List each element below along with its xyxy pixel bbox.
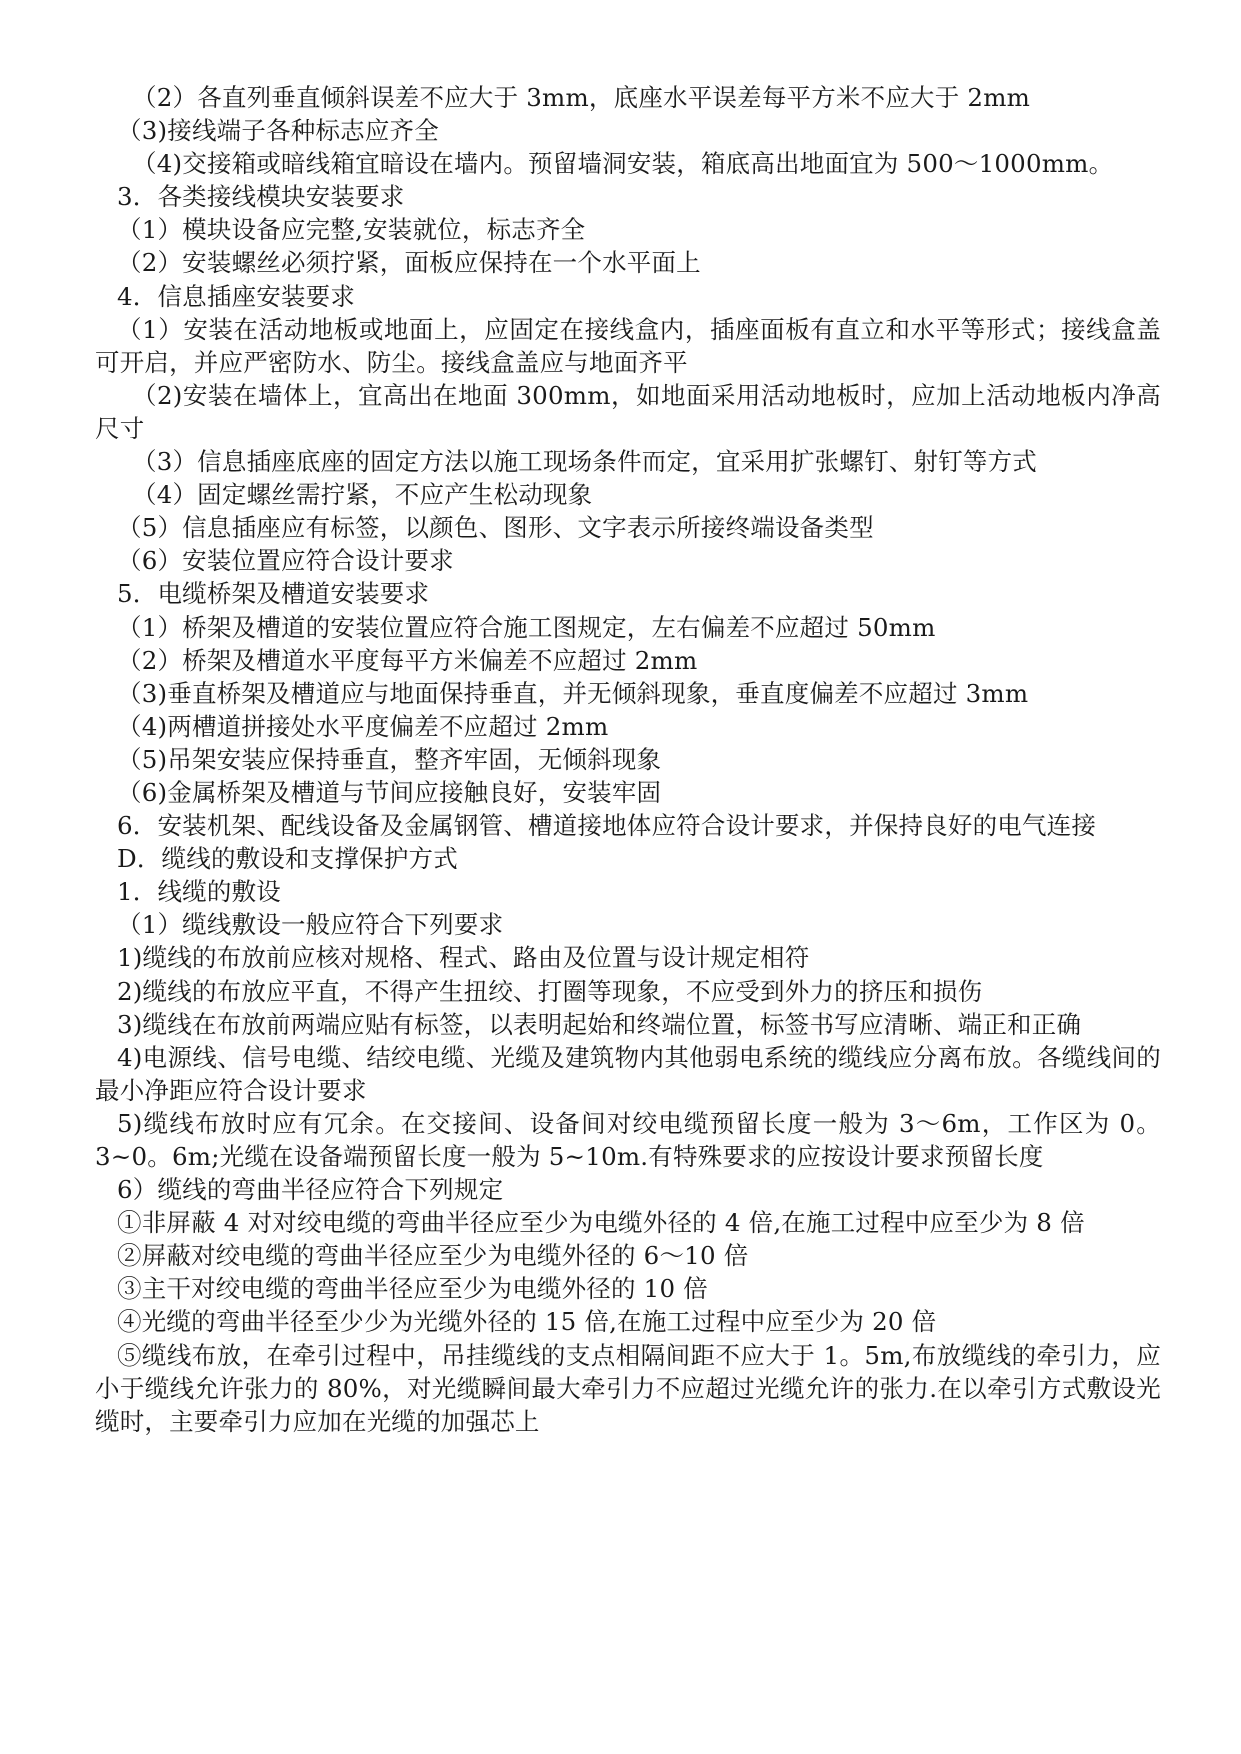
document-body	[95, 81, 1161, 1438]
paragraph: （6)金属桥架及槽道与节间应接触良好，安装牢固	[117, 777, 662, 807]
paragraph: ⑤缆线布放，在牵引过程中，吊挂缆线的支点相隔间距不应大于 1。5m,布放缆线的牵引力，应小于缆线允许张力的 80%，对光缆瞬间最大牵引力不应超过光缆允许的张力.在以牵引方式敷设光缆时，主要牵引力应加在光缆的加强芯上	[95, 1340, 1161, 1436]
section-heading: D．缆线的敷设和支撑保护方式	[117, 844, 458, 874]
paragraph: （3)垂直桥架及槽道应与地面保持垂直，并无倾斜现象，垂直度偏差不应超过 3mm	[117, 678, 1029, 708]
section-heading: 4．信息插座安装要求	[117, 281, 356, 311]
section-heading: 6．安装机架、配线设备及金属钢管、槽道接地体应符合设计要求，并保持良好的电气连接	[117, 811, 1097, 841]
paragraph: （1）安装在活动地板或地面上，应固定在接线盒内，插座面板有直立和水平等形式；接线盒盖可开启，并应严密防水、防尘。接线盒盖应与地面齐平	[95, 314, 1161, 377]
paragraph: （1）缆线敷设一般应符合下列要求	[117, 910, 504, 940]
paragraph: ①非屏蔽 4 对对绞电缆的弯曲半径应至少为电缆外径的 4 倍,在施工过程中应至少为 8 倍	[117, 1208, 1085, 1238]
paragraph: （4)交接箱或暗线箱宜暗设在墙内。预留墙洞安装，箱底高出地面宜为 500～1000mm。	[132, 149, 1114, 179]
paragraph: ②屏蔽对绞电缆的弯曲半径应至少为电缆外径的 6～10 倍	[117, 1241, 749, 1271]
paragraph: 5)缆线布放时应有冗余。在交接间、设备间对绞电缆预留长度一般为 3～6m，工作区为 0。3~0。6m;光缆在设备端预留长度一般为 5~10m.有特殊要求的应按设计要求预留长度	[95, 1108, 1161, 1171]
paragraph: （1）桥架及槽道的安装位置应符合施工图规定，左右偏差不应超过 50mm	[117, 612, 936, 642]
paragraph: 4)电源线、信号电缆、结绞电缆、光缆及建筑物内其他弱电系统的缆线应分离布放。各缆线间的最小净距应符合设计要求	[95, 1042, 1161, 1105]
paragraph: ④光缆的弯曲半径至少少为光缆外径的 15 倍,在施工过程中应至少为 20 倍	[117, 1307, 937, 1337]
paragraph: ③主干对绞电缆的弯曲半径应至少为电缆外径的 10 倍	[117, 1274, 708, 1304]
paragraph: （2）安装螺丝必须拧紧，面板应保持在一个水平面上	[117, 248, 701, 278]
paragraph: （3）信息插座底座的固定方法以施工现场条件而定，宜采用扩张螺钉、射钉等方式	[132, 447, 1037, 477]
paragraph: 2)缆线的布放应平直，不得产生扭绞、打圈等现象，不应受到外力的挤压和损伤	[117, 976, 983, 1006]
paragraph: （2)安装在墙体上，宜高出在地面 300mm，如地面采用活动地板时，应加上活动地板内净高尺寸	[95, 380, 1161, 443]
paragraph: （3)接线端子各种标志应齐全	[117, 116, 439, 146]
paragraph: （4)两槽道拼接处水平度偏差不应超过 2mm	[117, 711, 609, 741]
section-heading: 1．线缆的敷设	[117, 877, 281, 907]
paragraph: （5)吊架安装应保持垂直，整齐牢固，无倾斜现象	[117, 744, 662, 774]
paragraph: （6）安装位置应符合设计要求	[117, 546, 454, 576]
paragraph: 1)缆线的布放前应核对规格、程式、路由及位置与设计规定相符	[117, 943, 810, 973]
paragraph: 6）缆线的弯曲半径应符合下列规定	[117, 1175, 504, 1205]
section-heading: 5．电缆桥架及槽道安装要求	[117, 579, 430, 609]
paragraph: （2）桥架及槽道水平度每平方米偏差不应超过 2mm	[117, 645, 698, 675]
paragraph: （1）模块设备应完整,安装就位，标志齐全	[117, 215, 586, 245]
section-heading: 3．各类接线模块安装要求	[117, 182, 405, 212]
paragraph: （5）信息插座应有标签，以颜色、图形、文字表示所接终端设备类型	[117, 513, 874, 543]
paragraph: （2）各直列垂直倾斜误差不应大于 3mm，底座水平误差每平方米不应大于 2mm	[132, 83, 1031, 112]
paragraph: （4）固定螺丝需拧紧，不应产生松动现象	[132, 480, 593, 510]
paragraph: 3)缆线在布放前两端应贴有标签，以表明起始和终端位置，标签书写应清晰、端正和正确	[117, 1009, 1082, 1039]
